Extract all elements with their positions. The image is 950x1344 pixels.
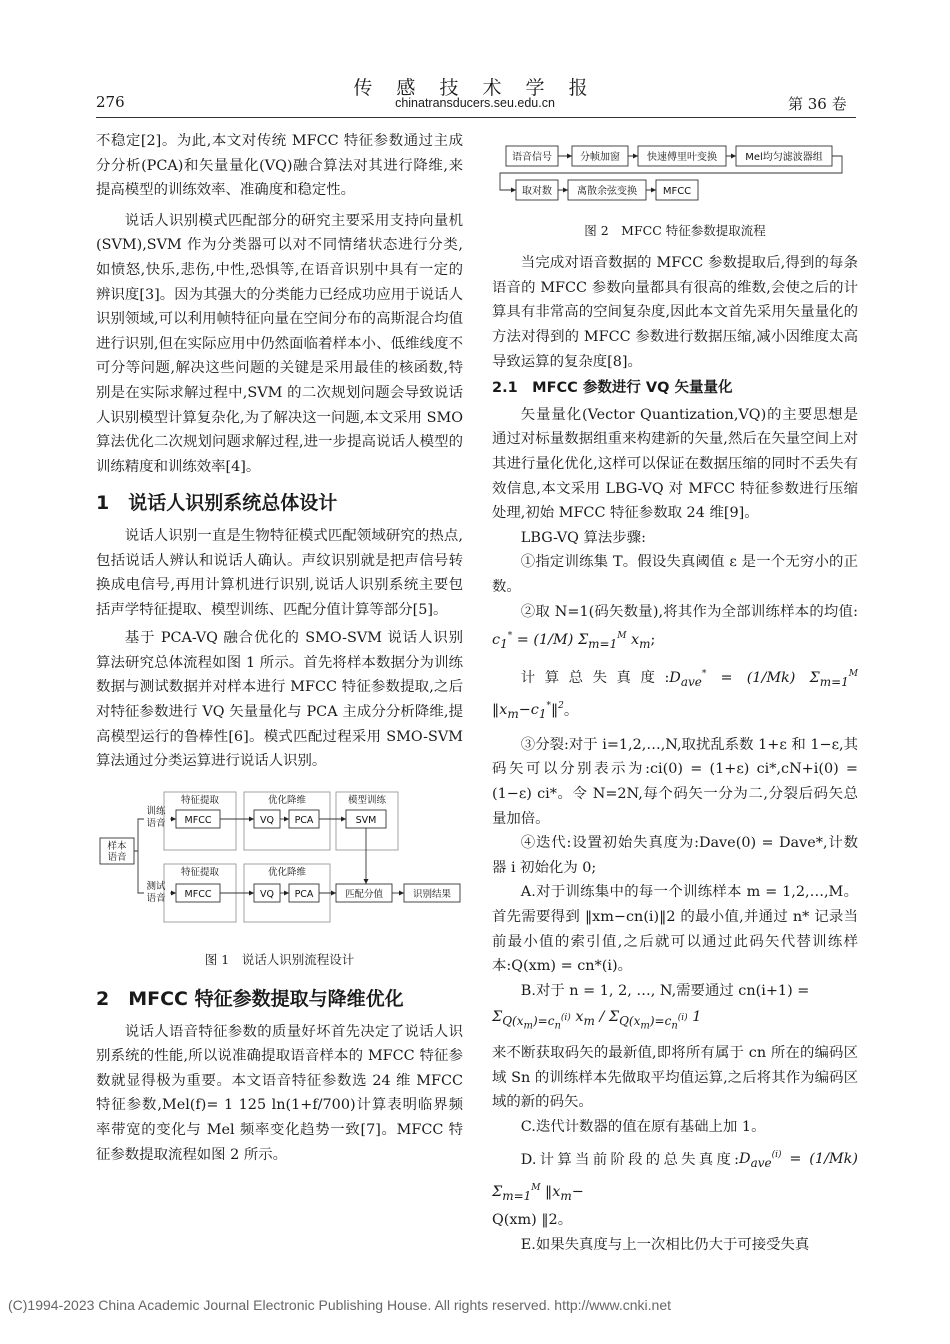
connector-sample-test xyxy=(138,851,144,893)
test-mfcc-label: MFCC xyxy=(184,888,212,900)
test-feat-title: 特征提取 xyxy=(180,866,220,878)
step-4a: A.对于训练集中的每一个训练样本 m = 1,2,…,M。首先需要得到 ‖xm−cn(i)‖2 的最小值,并通过 n* 记录当前最小值的索引值,之后就可以通过此码矢代替训练样本:Q(xm) = cn*(i)。 xyxy=(492,884,858,975)
step-4c: C.迭代计数器的值在原有基础上加 1。 xyxy=(520,1119,766,1136)
section-1-heading: 1 说话人识别系统总体设计 xyxy=(96,492,338,515)
figure-2 xyxy=(492,140,858,243)
step-4: ④迭代:设置初始失真度为:Dave(0) = Dave*,计数器 i 初始化为 0; xyxy=(492,835,858,876)
fig2-framing: 分帧加窗 xyxy=(580,152,620,163)
test-vq-label: VQ xyxy=(260,888,274,900)
left-paragraph-2: 说话人识别模式匹配部分的研究主要采用支持向量机(SVM),SVM 作为分类器可以对不同情绪状态进行分类,如愤怒,快乐,悲伤,中性,恐惧等,在语音识别中具有一定的辨识度[3]。因为其强大的分类能力已经成功应用于说话人识别领域,可以利用帧特征向量在空间分布的高斯混合均值进行识别,但在实际应用中仍然面临着样本小、低维线度不可分等问题,解决这些问题的关键是采用最佳的核函数,特别是在实际求解过程中,SVM 的二次规划问题会导致说话人识别模型计算复杂化,为了解决这一问题,本文采用 SMO 算法优化二次规划问题求解过程,进一步提高说话人模型的训练精度和训练效率[4]。 xyxy=(96,212,463,475)
figure-2-caption: 图 2 MFCC 特征参数提取流程 xyxy=(584,222,766,238)
svm-label: SVM xyxy=(355,814,377,826)
train-opt-title: 优化降维 xyxy=(267,794,307,806)
left-column xyxy=(96,129,463,1167)
train-feat-title: 特征提取 xyxy=(180,794,220,806)
sample-label-1: 样本 xyxy=(107,840,127,852)
right-column xyxy=(492,140,858,1257)
step-4d: D.计算当前阶段的总失真度$:D_{ave}^{(i)} = (1/Mk)$ $\Sigma_{m=1}^M$ $‖x_m-$ xyxy=(492,1150,858,1203)
left-paragraph-5: 说话人语音特征参数的质量好坏首先决定了说话人识别系统的性能,所以说准确提取语音样本的 MFCC 特征参数就显得极为重要。本文语音特征参数选 24 维 MFCC 特征参数,Mel(f)= 1 125 ln(1+f/700)计算表明临界频率带宽的变化与 Mel 频率变化趋势一致[7]。MFCC 特征参数提取流程如图 2 所示。 xyxy=(96,1023,463,1163)
step-2b: 计算总失真度$:D_{ave}^* = (1/Mk)$ $\Sigma_{m=1}^M$ $‖x_m-c_1^*‖^2$。 xyxy=(492,669,858,722)
test-label-2: 语音 xyxy=(146,892,166,904)
figure-2-diagram xyxy=(492,140,858,206)
step-4b-2: 来不断获取码矢的最新值,即将所有属于 cn 所在的编码区域 Sn 的训练样本先做取平均值运算,之后将其作为编码区域的新的码矢。 xyxy=(492,1045,858,1111)
right-paragraph-1: 当完成对语音数据的 MFCC 参数提取后,得到的每条语音的 MFCC 参数向量都具有很高的维数,会使之后的计算具有非常高的空间复杂度,因此本文首先采用矢量量化的方法对得到的 MFCC 参数进行数据压缩,减小因维度太高导致运算的复杂度[8]。 xyxy=(492,255,858,370)
fig2-mfcc: MFCC xyxy=(662,186,692,197)
step-1: ①指定训练集 T。假设失真阈值 ε 是一个无穷小的正数。 xyxy=(492,554,858,595)
volume-label: 第 36 卷 xyxy=(788,95,847,113)
copyright-footer: (C)1994-2023 China Academic Journal Electronic Publishing House. All rights reserved. http://www.cnki.net xyxy=(8,1297,671,1313)
test-label-1: 测试 xyxy=(146,880,166,892)
fig2-dct: 离散余弦变换 xyxy=(577,186,637,197)
train-pca-label: PCA xyxy=(294,814,314,826)
left-paragraph-4: 基于 PCA-VQ 融合优化的 SMO-SVM 说话人识别算法研究总体流程如图 1 所示。首先将样本数据分为训练数据与测试数据并对样本进行 MFCC 特征参数提取,之后对特征参数进行 VQ 矢量量化与 PCA 主成分分析降维,提高模型运行的鲁棒性[6]。模式匹配过程采用 SMO-SVM 算法通过分类运算进行说话人识别。 xyxy=(96,630,463,770)
header-rule xyxy=(96,117,856,118)
section-2-heading: 2 MFCC 特征参数提取与降维优化 xyxy=(96,988,404,1011)
test-pca-label: PCA xyxy=(294,888,314,900)
fig2-mel: Mel均匀滤波器组 xyxy=(745,152,823,163)
sample-label-2: 语音 xyxy=(107,851,127,863)
fig2-signal: 语音信号 xyxy=(512,152,552,163)
fig2-log: 取对数 xyxy=(522,186,552,197)
model-title: 模型训练 xyxy=(347,794,387,806)
step-3: ③分裂:对于 i=1,2,…,N,取扰乱系数 1+ε 和 1−ε,其码矢可以分别表示为:ci(0) = (1+ε) ci*,cN+i(0) = (1−ε) ci*。令 N=2N,每个码矢一分为二,分裂后码矢总量加倍。 xyxy=(492,736,858,827)
step-4e: E.如果失真度与上一次相比仍大于可接受失真 xyxy=(520,1236,810,1253)
page-number: 276 xyxy=(96,93,125,111)
formula-current-distortion: $D_{ave}^{(i)} = (1/Mk)$ $\Sigma_{m=1}^M$ $‖x_m-$ xyxy=(492,1150,858,1203)
lbg-steps-title: LBG-VQ 算法步骤: xyxy=(520,529,646,546)
subsection-2-1-heading: 2.1 MFCC 参数进行 VQ 矢量量化 xyxy=(492,380,733,397)
train-mfcc-label: MFCC xyxy=(184,814,212,826)
match-label: 匹配分值 xyxy=(344,888,384,900)
train-label-2: 语音 xyxy=(146,817,166,829)
train-vq-label: VQ xyxy=(260,814,274,826)
result-label: 识别结果 xyxy=(412,888,452,900)
step-4b-1: B.对于 n = 1, 2, …, N,需要通过 cn(i+1) = xyxy=(520,982,810,999)
fig2-fft: 快速傅里叶变换 xyxy=(647,152,717,163)
formula-mean: $c_1^* = (1/M)$ $\Sigma_{m=1}^M$ $x_m$ xyxy=(492,631,651,651)
left-paragraph-3: 说话人识别一直是生物特征模式匹配领域研究的热点,包括说话人辨认和说话人确认。声纹识别就是把声信号转换成电信号,再用计算机进行识别,说话人识别系统主要包括声学特征提取、模型训练、匹配分值计算等部分[5]。 xyxy=(96,527,463,618)
formula-centroid: $\Sigma_{Q(x_m)=c_n^{(i)}}$ $x_m / \Sigma_{Q(x_m)=c_n^{(i)}}$ 1 xyxy=(492,1009,702,1032)
right-paragraph-2: 矢量量化(Vector Quantization,VQ)的主要思想是通过对标量数据组重来构建新的矢量,然后在矢量空间上对其进行量化优化,这样可以保证在数据压缩的同时不丢失有效信息,本文采用 LBG-VQ 对 MFCC 特征参数进行压缩处理,初始 MFCC 特征参数取 24 维[9]。 xyxy=(492,406,858,522)
left-paragraph-1: 不稳定[2]。为此,本文对传统 MFCC 特征参数通过主成分分析(PCA)和矢量量化(VQ)融合算法对其进行降维,来提高模型的训练效率、准确度和稳定性。 xyxy=(96,133,463,199)
figure-1 xyxy=(96,788,463,973)
connector-sample-train xyxy=(134,819,144,851)
step-4b-formula xyxy=(492,1005,858,1039)
train-label-1: 训练 xyxy=(146,805,166,817)
step-2a: ②取 N=1(码矢数量),将其作为全部训练样本的均值: $c_1^* = (1/M)$ $\Sigma_{m=1}^M$ $x_m$; xyxy=(492,603,858,651)
figure-1-diagram xyxy=(96,788,463,938)
figure-1-caption: 图 1 说话人识别流程设计 xyxy=(204,952,355,968)
test-opt-title: 优化降维 xyxy=(267,866,307,878)
journal-title: 传 感 技 术 学 报 xyxy=(353,77,597,99)
formula-distortion: $D_{ave}^* = (1/Mk)$ $\Sigma_{m=1}^M$ $‖x_m-c_1^*‖^2$ xyxy=(492,669,858,722)
step-4d-cont: Q(xm) ‖2。 xyxy=(492,1212,573,1229)
journal-url[interactable]: chinatransducers.seu.edu.cn xyxy=(395,96,555,110)
